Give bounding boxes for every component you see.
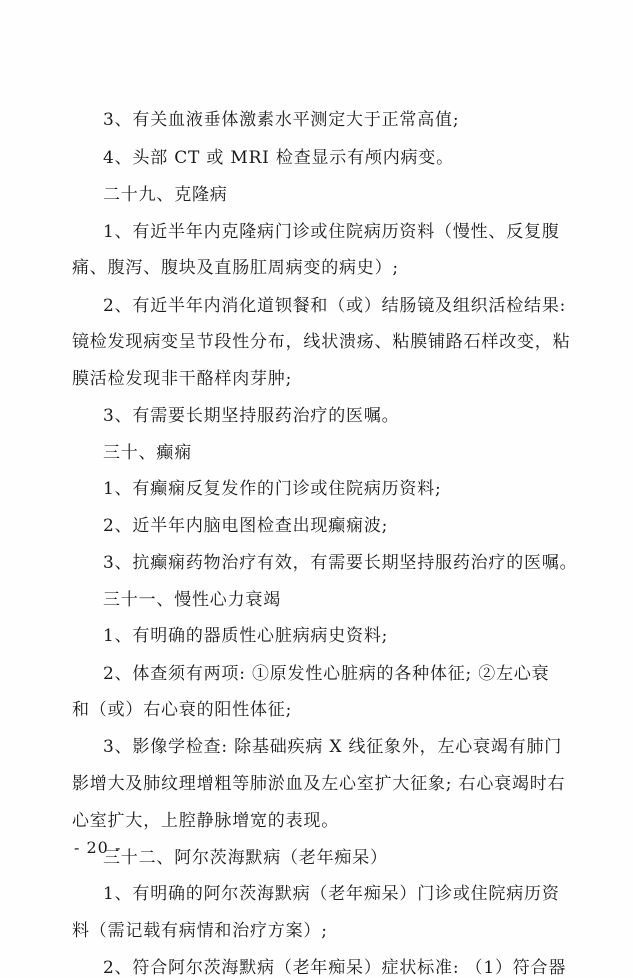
paragraph-line: 4、头部 CT 或 MRI 检查显示有颅内病变。 <box>103 148 454 168</box>
section-heading: 二十九、克隆病 <box>103 185 228 205</box>
paragraph-line: 2、近半年内脑电图检查出现癫痫波; <box>103 516 389 536</box>
section-heading: 三十二、阿尔茨海默病（老年痴呆） <box>103 848 388 868</box>
paragraph-line: 1、有癫痫反复发作的门诊或住院病历资料; <box>103 479 442 499</box>
paragraph-line: 2、体查须有两项: ①原发性心脏病的各种体征; ②左心衰 <box>103 664 550 684</box>
paragraph-line: 2、有近半年内消化道钡餐和（或）结肠镜及组织活检结果: <box>103 296 567 316</box>
paragraph-line: 膜活检发现非干酪样肉芽肿; <box>72 369 293 389</box>
paragraph-line: 3、抗癫痫药物治疗有效，有需要长期坚持服药治疗的医嘱。 <box>103 553 578 573</box>
paragraph-line: 和（或）右心衰的阳性体征; <box>72 700 293 720</box>
paragraph-line: 2、符合阿尔茨海默病（老年痴呆）症状标准: （1）符合器 <box>103 958 567 978</box>
paragraph-line: 痛、腹泻、腹块及直肠肛周病变的病史）; <box>72 258 399 278</box>
paragraph-line: 影增大及肺纹理增粗等肺淤血及左心室扩大征象; 右心衰竭时右 <box>72 774 566 794</box>
paragraph-line: 3、影像学检查: 除基础疾病 X 线征象外，左心衰竭有肺门 <box>103 737 563 757</box>
paragraph-line: 1、有近半年内克隆病门诊或住院病历资料（慢性、反复腹 <box>103 222 560 242</box>
paragraph-line: 3、有需要长期坚持服药治疗的医嘱。 <box>103 406 400 426</box>
paragraph-line: 料（需记载有病情和治疗方案）; <box>72 921 328 941</box>
section-heading: 三十、癫痫 <box>103 443 192 463</box>
page-number: - 20 - <box>74 838 122 857</box>
paragraph-line: 1、有明确的阿尔茨海默病（老年痴呆）门诊或住院病历资 <box>103 884 560 904</box>
paragraph-line: 镜检发现病变呈节段性分布，线状溃疡、粘膜铺路石样改变，粘 <box>72 332 571 352</box>
paragraph-line: 1、有明确的器质性心脏病病史资料; <box>103 626 389 646</box>
paragraph-line: 心室扩大，上腔静脉增宽的表现。 <box>72 811 339 831</box>
section-heading: 三十一、慢性心力衰竭 <box>103 590 281 610</box>
paragraph-line: 3、有关血液垂体激素水平测定大于正常高值; <box>103 110 460 130</box>
